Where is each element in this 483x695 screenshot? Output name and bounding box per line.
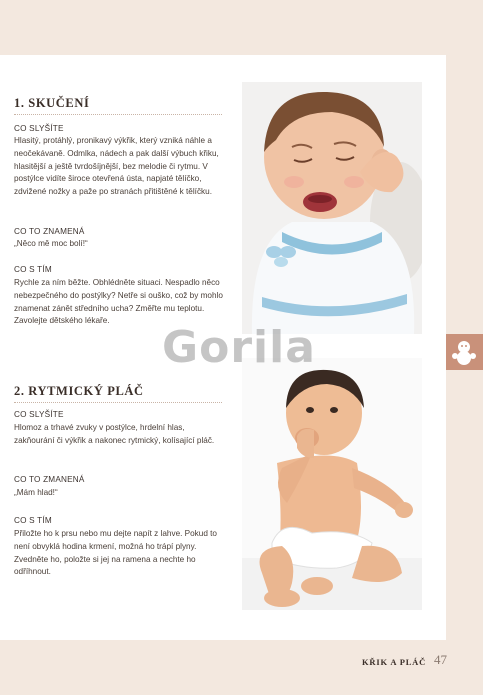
- section2-label-action: CO S TÍM: [14, 516, 52, 525]
- baby-mascot-icon: [450, 338, 478, 366]
- chapter-side-tab: [446, 334, 483, 370]
- sitting-baby-illustration: [242, 358, 422, 610]
- section2-text-hear: Hlomoz a trhavé zvuky v postýlce, hrdelní hlas, zakňourání či výkřik a nakonec rytmický, kolísající pláč.: [14, 423, 215, 445]
- section1-text-action: Rychle za ním běžte. Obhlédněte situaci. Nespadlo něco nebezpečného do postýlky? Netře si ouško, což by mohlo znamenat zánět středního ucha? Změřte mu teplotu. Zavolejte dětského lékaře.: [14, 278, 223, 326]
- section1-label-action: CO S TÍM: [14, 265, 52, 274]
- section2-label-hear: CO SLYŠÍTE: [14, 410, 64, 419]
- section1-label-hear: CO SLYŠÍTE: [14, 124, 64, 133]
- crying-baby-illustration: [242, 82, 422, 334]
- running-footer-title: KŘIK A PLÁČ: [362, 657, 427, 667]
- section2-text-meaning: „Mám hlad!“: [14, 488, 58, 497]
- section1-text-hear: Hlasitý, protáhlý, pronikavý výkřik, který vzniká náhle a neočekávaně. Odmlka, nádech a pak další výbuch křiku, hlasitější a ještě tvrdošíjnější, bez melodie či rytmu. V postýlce vidíte široce otevřená ústa, napjaté tělíčko, zdvižené nožky a paže po stranách přitištěné k tělíčku.: [14, 136, 219, 197]
- photo-sitting-baby: [238, 354, 426, 614]
- section1-heading: 1. SKUČENÍ: [14, 96, 90, 110]
- watermark-logo: Gorila: [162, 322, 316, 373]
- section2-heading: 2. RYTMICKÝ PLÁČ: [14, 384, 144, 398]
- section1-divider: [14, 114, 222, 115]
- section2-label-meaning: CO TO ZMANENÁ: [14, 475, 85, 484]
- section2-text-action: Přiložte ho k prsu nebo mu dejte napít z lahve. Pokud to není obvyklá hodina krmení, možná ho trápí plyny. Zvedněte ho, položte si jej na ramena a nechte ho odříhnout.: [14, 529, 217, 577]
- section1-label-meaning: CO TO ZNAMENÁ: [14, 227, 85, 236]
- photo-crying-baby: [238, 78, 426, 338]
- page-number: 47: [434, 652, 447, 667]
- section1-text-meaning: „Něco mě moc bolí!“: [14, 239, 88, 248]
- section2-divider: [14, 402, 222, 403]
